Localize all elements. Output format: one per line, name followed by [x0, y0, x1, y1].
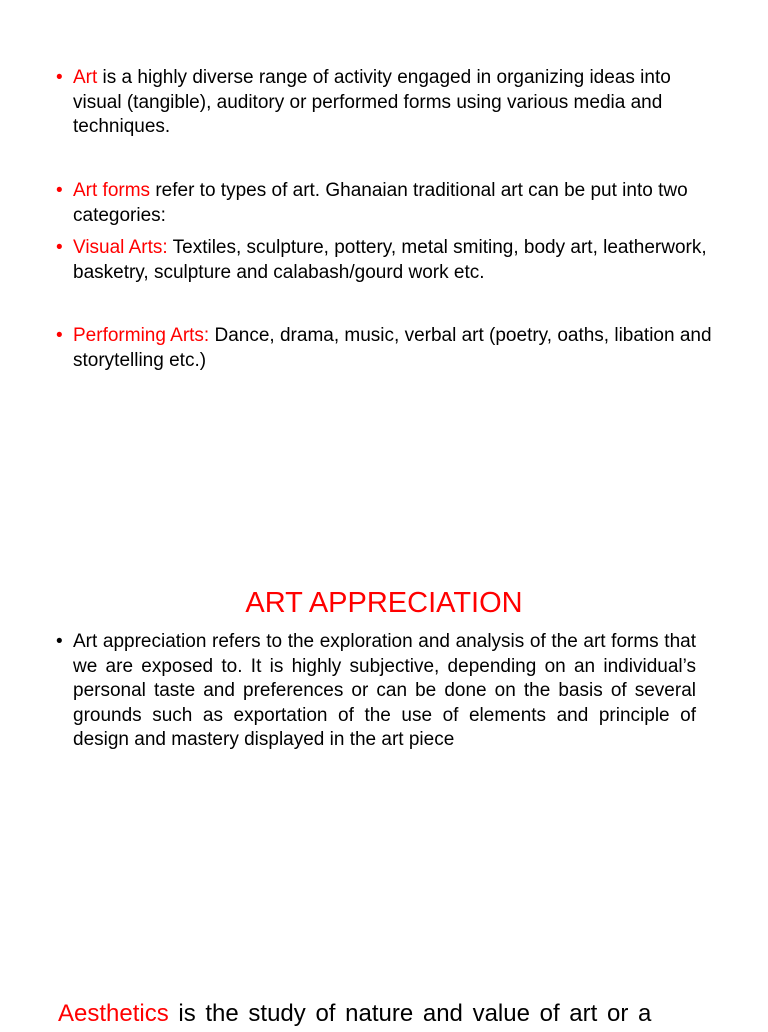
aesthetics-text: is the study of nature and value of art or a	[168, 1000, 652, 1027]
bullet-marker: •	[56, 180, 63, 201]
art-definition-text: is a highly diverse range of activity engaged in organizing ideas into visual (tangible), auditory or performed forms using various media and techniques.	[73, 67, 671, 137]
aesthetics-definition	[58, 996, 758, 1032]
performing-arts-term: Performing Arts:	[73, 325, 210, 346]
art-definition-body	[73, 66, 716, 140]
aesthetics-term: Aesthetics	[58, 1000, 169, 1027]
visual-arts-text: Textiles, sculpture, pottery, metal smiting, body art, leatherwork, basketry, sculpture and calabash/gourd work etc.	[73, 237, 707, 283]
bullet-marker: •	[56, 631, 63, 652]
art-definition-item	[56, 66, 716, 140]
art-appreciation-heading: ART APPRECIATION	[245, 587, 523, 619]
visual-arts-body	[73, 236, 716, 285]
performing-arts-item	[56, 324, 716, 373]
bullet-marker: •	[56, 325, 63, 346]
performing-arts-body	[73, 324, 716, 373]
art-forms-term: Art forms	[73, 180, 151, 201]
art-forms-text: refer to types of art. Ghanaian traditional art can be put into two categories:	[73, 180, 688, 226]
visual-arts-term: Visual Arts:	[73, 237, 168, 258]
visual-arts-item	[56, 236, 716, 285]
art-forms-body	[73, 179, 716, 228]
art-term: Art	[73, 67, 98, 88]
art-appreciation-item	[56, 630, 696, 753]
performing-arts-text: Dance, drama, music, verbal art (poetry, oaths, libation and storytelling etc.)	[73, 325, 712, 371]
art-appreciation-text: Art appreciation refers to the exploration and analysis of the art forms that we are exposed to. It is highly subjective, depending on an individual’s personal taste and preferences or can be done on the basis of several grounds such as exportation of the use of elements and principle of design and mastery displayed in the art piece	[73, 631, 696, 750]
art-forms-item	[56, 179, 716, 228]
bullet-marker: •	[56, 237, 63, 258]
bullet-marker: •	[56, 67, 63, 88]
